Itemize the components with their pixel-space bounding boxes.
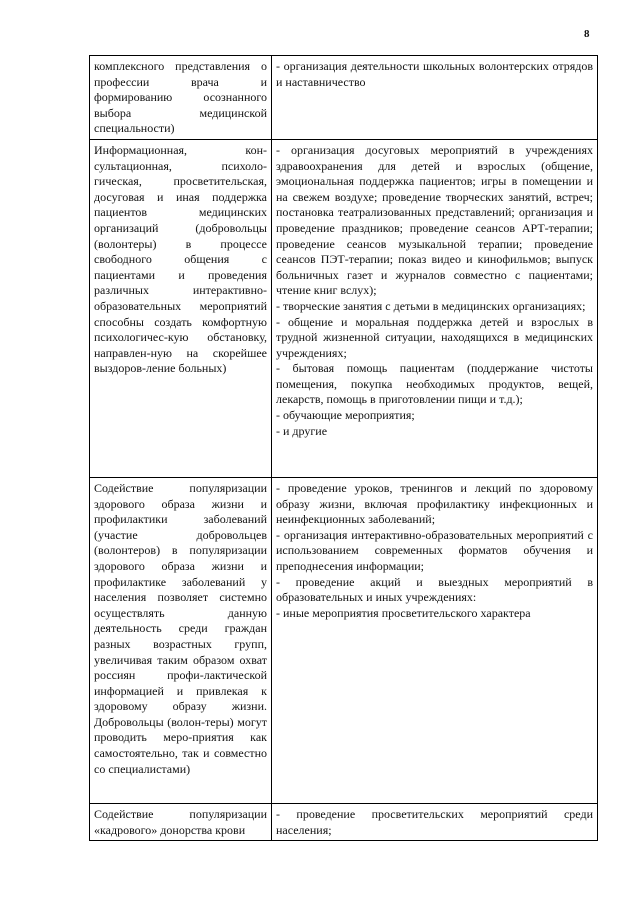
- table-row: [90, 803, 598, 840]
- list-item: - организация досуговых мероприятий в учреждениях здравоохранения для детей и взрослых (общение, эмоциональная поддержка пациентов; игры в помещении и на свежем воздухе; проведение творческих занятий, встреч; постановка театрализованных представлений; организация и проведение праздников; проведение сеансов АРТ-терапии; проведение сеансов музыкальной терапии; проведение сеансов ПЭТ-терапии; показ видео и кинофильмов; выпуск больничных газет и журналов совместно с пациентами; чтение книг вслух);: [276, 142, 593, 298]
- list-item: - творческие занятия с детьми в медицинских организациях;: [276, 298, 586, 313]
- activity-type-cell: Содействие популяризации «кадрового» донорства крови: [90, 803, 272, 840]
- table-row: [90, 139, 598, 477]
- activities-table: [89, 55, 598, 841]
- list-item: - организация деятельности школьных волонтерских отрядов и наставничество: [276, 59, 593, 89]
- activity-type-cell: Содействие популяризации здорового образа жизни и профилактики заболеваний (участие добровольцев (волонтеров) в популяризации здорового образа жизни и профилактике заболеваний у населения позволяет системно осуществлять данную деятельность среди граждан разных возрастных групп, увеличивая таким образом охват россиян профи-лактической информацией и привлекая к здоровому образу жизни. Добровольцы (волон-теры) могут проводить меро-приятия как самостоятельно, так и совместно со специалистами): [90, 477, 272, 803]
- table-row: [90, 56, 598, 140]
- page-number: 8: [584, 28, 590, 40]
- list-item: - обучающие мероприятия;: [276, 408, 415, 423]
- activity-type-cell: Информационная, кон-сультационная, психоло-гическая, просветительская, досуговая и иная поддержка пациентов медицинских организаций (добровольцы (волонтеры) в процессе свободного общения с пациентами и проведения различных интерактивно-образовательных мероприятий способны создать комфортную психологичес-кую обстановку, направлен-ную на скорейшее выздоров-ление больных): [90, 139, 272, 477]
- list-item: - проведение акций и выездных мероприятий в образовательных и иных учреждениях:: [276, 574, 593, 605]
- activity-description-cell: [272, 803, 598, 840]
- list-item: - проведение уроков, тренингов и лекций по здоровому образу жизни, включая профилактику инфекционных и неинфекционных заболеваний;: [276, 480, 593, 527]
- table-row: [90, 477, 598, 803]
- list-item: - бытовая помощь пациентам (поддержание чистоты помещения, покупка необходимых продуктов, вещей, лекарств, помощь в приготовлении пищи и т.д.);: [276, 361, 593, 407]
- activity-description-cell: [272, 477, 598, 803]
- list-item: - организация интерактивно-образовательных мероприятий с использованием современных форматов обучения и преподнесения информации;: [276, 527, 593, 573]
- list-item: - общение и моральная поддержка детей и взрослых в трудной жизненной ситуации, находящихся в медицинских учреждениях;: [276, 314, 593, 360]
- list-item: - и другие: [276, 423, 328, 438]
- list-item: - проведение просветительских мероприятий среди населения;: [276, 806, 593, 837]
- activity-description-cell: [272, 139, 598, 477]
- activity-type-cell: комплексного представления о профессии врача и формированию осознанного выбора медицинской специальности): [90, 56, 272, 140]
- list-item: - иные мероприятия просветительского характера: [276, 605, 531, 620]
- activity-description-cell: [272, 56, 598, 140]
